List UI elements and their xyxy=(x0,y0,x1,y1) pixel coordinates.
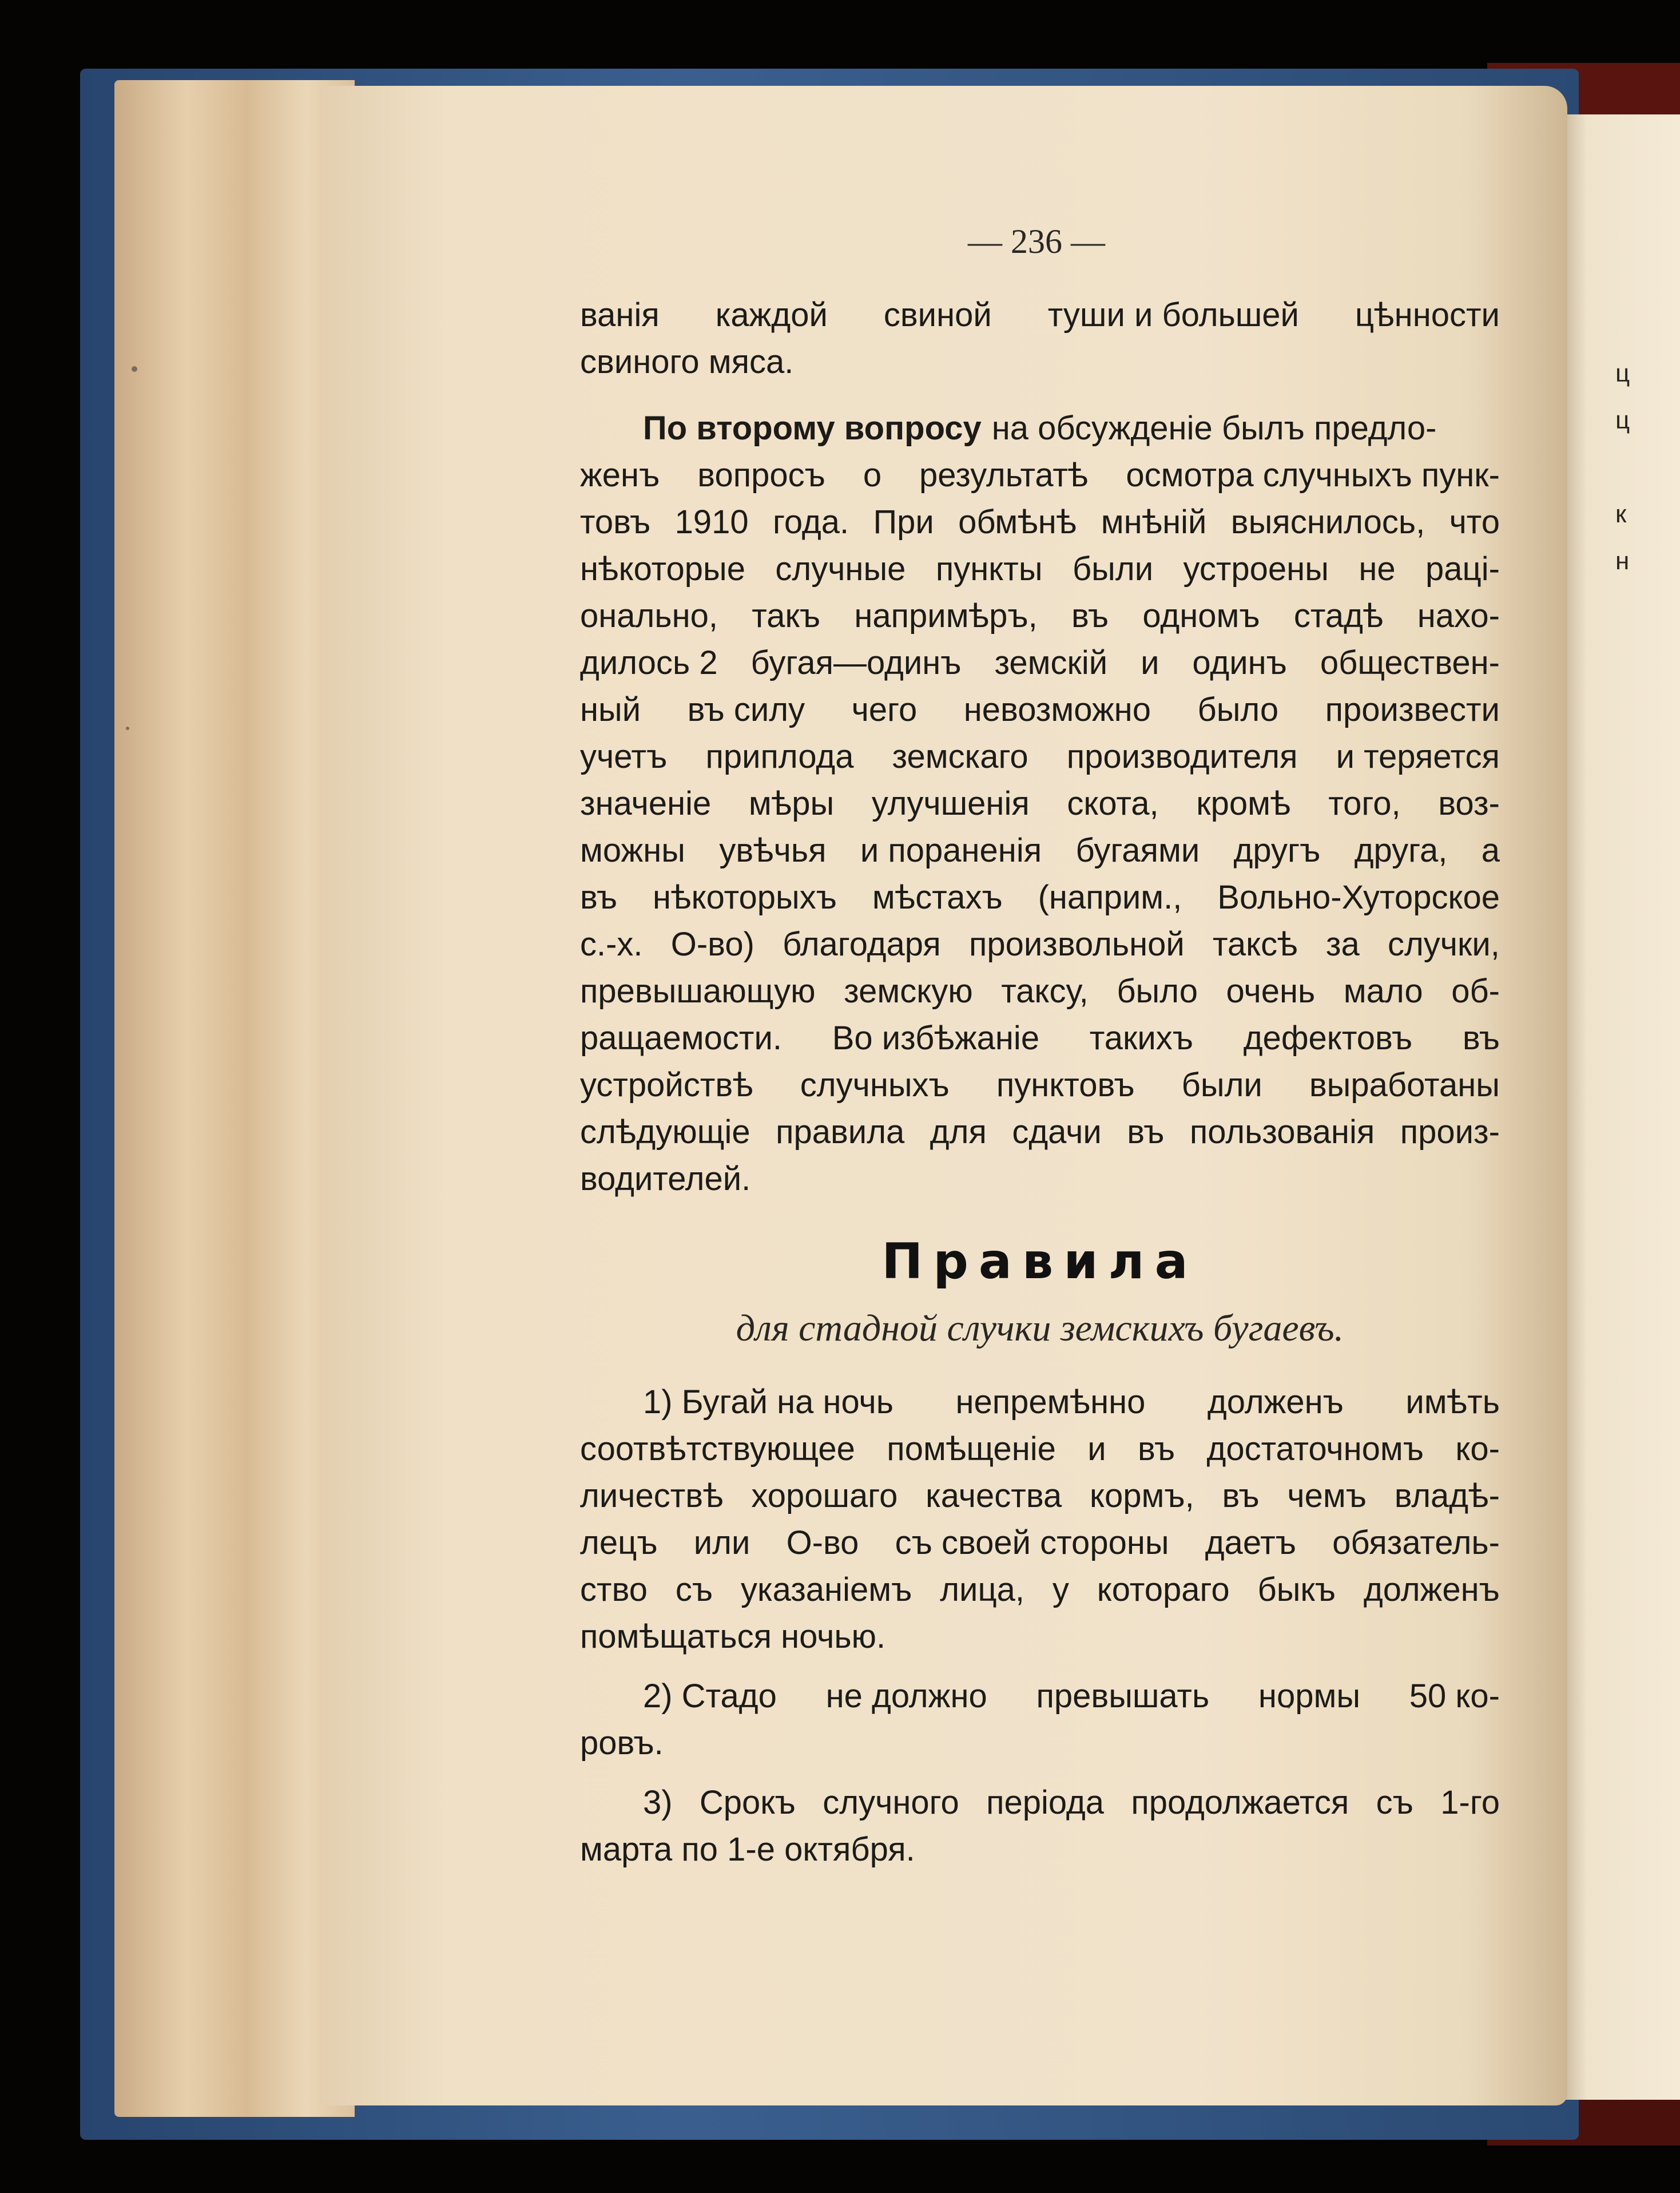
page-number: — 236 — xyxy=(968,223,1105,260)
word-group: земскаго xyxy=(892,738,1028,775)
word-group: скота, xyxy=(1067,785,1159,822)
word-group: и xyxy=(1141,644,1159,681)
text-line xyxy=(580,874,1500,921)
word-group: ный xyxy=(580,691,641,728)
paragraph-2 xyxy=(580,405,1500,1203)
word-group: дефектовъ xyxy=(1243,1020,1413,1057)
word-group: нѣкоторые xyxy=(580,550,745,588)
word-group: на обсужденіе былъ предло- xyxy=(991,410,1437,447)
facing-page-fragment: ц xyxy=(1615,406,1630,434)
word: лица, xyxy=(940,1571,1025,1608)
word: указаніемъ xyxy=(740,1571,912,1608)
word-group: увѣчья xyxy=(719,832,827,869)
word: При xyxy=(873,503,934,541)
text-line xyxy=(580,1156,1500,1203)
word: случного xyxy=(823,1784,959,1821)
word-group: такихъ xyxy=(1089,1020,1193,1057)
word: чемъ xyxy=(1287,1477,1367,1514)
word-group: нормы xyxy=(1258,1678,1361,1715)
word: мнѣній xyxy=(1101,503,1207,541)
word-group: ванія xyxy=(580,296,660,334)
text-line xyxy=(580,1567,1500,1613)
word-group: ращаемости. xyxy=(580,1020,782,1057)
word-group: об- xyxy=(1451,973,1500,1010)
word-group: а xyxy=(1481,832,1500,869)
word: владѣ- xyxy=(1394,1477,1500,1514)
word-group: не xyxy=(1359,550,1396,588)
word: съ xyxy=(675,1571,713,1608)
word-group: было xyxy=(1117,973,1198,1010)
word-group: бугая—одинъ xyxy=(750,644,962,681)
word-group: О-во xyxy=(786,1524,859,1561)
word-group: дилось 2 xyxy=(580,644,718,681)
word-group: цѣнности xyxy=(1355,296,1500,334)
text-line xyxy=(580,687,1500,733)
word-group: о xyxy=(863,457,882,494)
rule-item xyxy=(580,1779,1500,1873)
word: достаточномъ xyxy=(1206,1430,1424,1468)
word-group: чего xyxy=(851,691,918,728)
word-group: мѣры xyxy=(748,785,835,822)
word-group: превышать xyxy=(1036,1678,1210,1715)
word: пользованія xyxy=(1189,1113,1375,1151)
word: произвольной xyxy=(968,926,1185,963)
word: года. xyxy=(773,503,849,541)
word: въ xyxy=(580,879,618,916)
word-group: 1) Бугай на ночь xyxy=(643,1383,893,1421)
text-line xyxy=(580,1473,1500,1520)
word-group: производителя xyxy=(1066,738,1298,775)
word-group: пункты xyxy=(935,550,1043,588)
word-group: вопросъ xyxy=(697,457,825,494)
word: личествѣ xyxy=(580,1477,724,1514)
rule-item xyxy=(580,1379,1500,1660)
text-line xyxy=(580,1673,1500,1720)
word: и xyxy=(1087,1430,1106,1468)
word-group: имѣть xyxy=(1405,1383,1500,1421)
word: выяснилось, xyxy=(1230,503,1425,541)
word: за xyxy=(1325,926,1360,963)
word: котораго xyxy=(1097,1571,1230,1608)
word: въ xyxy=(1222,1477,1260,1514)
word-group: обязатель- xyxy=(1332,1524,1500,1561)
speck xyxy=(126,727,129,730)
text-line xyxy=(580,827,1500,874)
word-group: свиной xyxy=(883,296,992,334)
word-group: онально, xyxy=(580,597,718,634)
text-line xyxy=(580,1613,1500,1660)
word: 3) xyxy=(643,1784,673,1821)
word-group: не должно xyxy=(825,1678,987,1715)
text-line xyxy=(580,733,1500,780)
word-group: случныхъ xyxy=(800,1066,950,1104)
rules-list xyxy=(580,1379,1500,1873)
word-group: въ силу xyxy=(687,691,805,728)
word: для xyxy=(930,1113,987,1151)
text-line xyxy=(580,1426,1500,1473)
word: (наприм., xyxy=(1038,879,1182,916)
word-group: и теряется xyxy=(1336,738,1500,775)
word-group: таксу, xyxy=(1001,973,1089,1010)
word-group: бугаями xyxy=(1075,832,1200,869)
word-group: съ своей стороны xyxy=(895,1524,1169,1561)
word: ко- xyxy=(1455,1430,1500,1468)
word-group: воз- xyxy=(1438,785,1500,822)
word-group: нахо- xyxy=(1417,597,1500,634)
word: у xyxy=(1052,1571,1069,1608)
word: въ xyxy=(1138,1430,1175,1468)
word: правила xyxy=(776,1113,905,1151)
word-group: устройствѣ xyxy=(580,1066,753,1104)
page-edges xyxy=(114,80,355,2117)
word: товъ xyxy=(580,503,651,541)
word-group: друга, xyxy=(1354,832,1448,869)
word: О-во) xyxy=(670,926,754,963)
word-group: туши и большей xyxy=(1047,296,1299,334)
word-group: раці- xyxy=(1425,550,1500,588)
word-group: помѣщаться ночью. xyxy=(580,1618,886,1655)
word-group: кромѣ xyxy=(1196,785,1291,822)
word-group: осмотра случныхъ пунк- xyxy=(1126,457,1500,494)
word: съ xyxy=(1376,1784,1413,1821)
text-line xyxy=(580,1779,1500,1826)
word-group: невозможно xyxy=(963,691,1151,728)
word-group: Во избѣжаніе xyxy=(832,1020,1040,1057)
text-line xyxy=(580,1109,1500,1156)
word: нѣкоторыхъ xyxy=(653,879,837,916)
word: продолжается xyxy=(1131,1784,1349,1821)
word: обмѣнѣ xyxy=(958,503,1077,541)
text-line xyxy=(580,593,1500,640)
facing-page-fragment: к xyxy=(1615,500,1627,528)
word: 1-го xyxy=(1440,1784,1500,1821)
text-line xyxy=(580,1015,1500,1062)
text-line xyxy=(580,1379,1500,1426)
word: кормъ, xyxy=(1089,1477,1194,1514)
word-group: и пораненія xyxy=(860,832,1042,869)
word-group: обществен- xyxy=(1320,644,1500,681)
word: періода xyxy=(986,1784,1104,1821)
word-group: земскую xyxy=(844,973,973,1010)
word-group: каждой xyxy=(715,296,828,334)
word-group: случные xyxy=(775,550,906,588)
word-group: очень xyxy=(1226,973,1316,1010)
word: с.-х. xyxy=(580,926,643,963)
word: случки, xyxy=(1387,926,1500,963)
word: долженъ xyxy=(1363,1571,1500,1608)
word-group: улучшенія xyxy=(871,785,1030,822)
word-group: учетъ xyxy=(580,738,668,775)
word: въ xyxy=(1127,1113,1165,1151)
word-group: того, xyxy=(1328,785,1401,822)
word: хорошаго xyxy=(751,1477,898,1514)
word: 1910 xyxy=(674,503,749,541)
word: ство xyxy=(580,1571,648,1608)
rule-item xyxy=(580,1673,1500,1767)
word: соотвѣтствующее xyxy=(580,1430,855,1468)
word: таксѣ xyxy=(1212,926,1298,963)
word: помѣщеніе xyxy=(887,1430,1056,1468)
word: качества xyxy=(926,1477,1062,1514)
text-line xyxy=(580,921,1500,968)
word-group: одинъ xyxy=(1192,644,1287,681)
text-line xyxy=(580,1720,1500,1767)
word-group: въ xyxy=(1462,1020,1500,1057)
word: сдачи xyxy=(1012,1113,1102,1151)
section-heading: Правила xyxy=(881,1233,1198,1290)
word: Срокъ xyxy=(699,1784,796,1821)
word-group: такъ xyxy=(752,597,821,634)
word-group: мало xyxy=(1343,973,1423,1010)
word-group: значеніе xyxy=(580,785,712,822)
word-group: ровъ. xyxy=(580,1724,664,1762)
word: мѣстахъ xyxy=(872,879,1003,916)
word-group: водителей. xyxy=(580,1160,751,1197)
paragraph-1 xyxy=(580,292,1500,386)
word-group: превышающую xyxy=(580,973,816,1010)
word-group: земскій xyxy=(994,644,1108,681)
bold-lead: По второму вопросу xyxy=(643,410,982,447)
text-line xyxy=(580,339,1500,386)
word-group: было xyxy=(1197,691,1279,728)
word-group: были xyxy=(1181,1066,1262,1104)
word-group: марта по 1-е октября. xyxy=(580,1831,915,1868)
text-line xyxy=(580,968,1500,1015)
word-group: женъ xyxy=(580,457,660,494)
page-text xyxy=(580,292,1500,1873)
text-line xyxy=(580,1826,1500,1873)
word-group: результатѣ xyxy=(919,457,1089,494)
text-line xyxy=(580,780,1500,827)
text-line xyxy=(580,499,1500,546)
text-line xyxy=(580,405,1500,452)
word: благодаря xyxy=(783,926,941,963)
word-group: приплода xyxy=(705,738,854,775)
word: произ- xyxy=(1400,1113,1500,1151)
word: слѣдующіе xyxy=(580,1113,750,1151)
word: что xyxy=(1449,503,1500,541)
word-group: непремѣнно xyxy=(955,1383,1146,1421)
word: Вольно-Хуторское xyxy=(1217,879,1500,916)
text-line xyxy=(580,292,1500,339)
word-group: одномъ xyxy=(1142,597,1260,634)
facing-page xyxy=(1556,114,1680,2100)
text-line xyxy=(580,546,1500,593)
text-line xyxy=(580,1062,1500,1109)
word: быкъ xyxy=(1257,1571,1336,1608)
word-group: можны xyxy=(580,832,685,869)
word-group: лецъ xyxy=(580,1524,658,1561)
text-line xyxy=(580,640,1500,687)
word-group: свиного мяса. xyxy=(580,343,794,380)
word-group: напримѣръ, xyxy=(854,597,1038,634)
word-group: 50 ко- xyxy=(1409,1678,1500,1715)
word-group: даетъ xyxy=(1205,1524,1296,1561)
word-group: 2) Стадо xyxy=(643,1678,777,1715)
word-group: долженъ xyxy=(1207,1383,1344,1421)
speck xyxy=(132,366,137,372)
text-line xyxy=(580,1520,1500,1567)
word-group: стадѣ xyxy=(1293,597,1384,634)
facing-page-fragment: н xyxy=(1615,547,1630,575)
word-group: въ xyxy=(1071,597,1109,634)
word-group: другъ xyxy=(1233,832,1321,869)
text-line xyxy=(580,452,1500,499)
word-group: устроены xyxy=(1183,550,1329,588)
facing-page-fragment: ц xyxy=(1615,359,1630,387)
word-group: пунктовъ xyxy=(996,1066,1135,1104)
word-group: или xyxy=(693,1524,750,1561)
word-group: были xyxy=(1072,550,1154,588)
word-group: произвести xyxy=(1325,691,1500,728)
section-subheading: для стадной случки земскихъ бугаевъ. xyxy=(736,1307,1344,1349)
word-group: выработаны xyxy=(1309,1066,1500,1104)
